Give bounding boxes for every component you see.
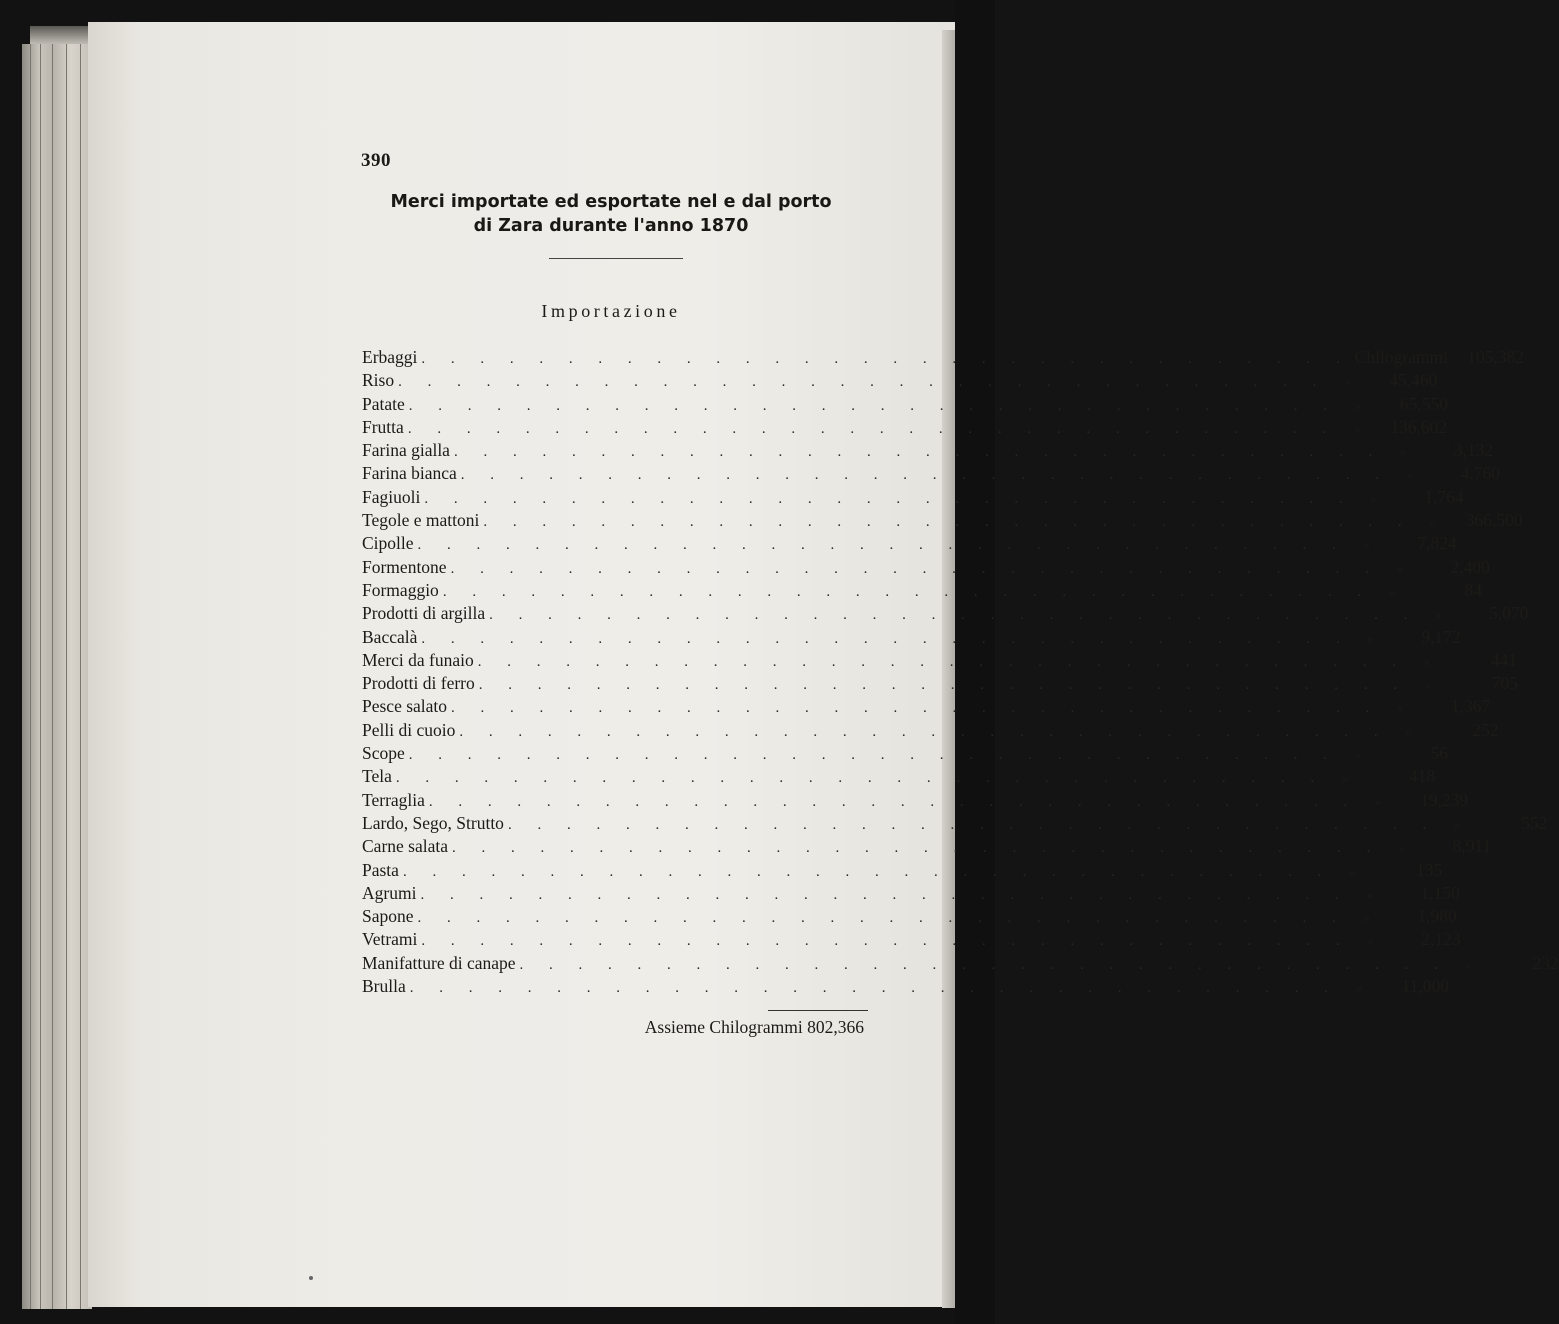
row-label: Pelli di cuoio [362, 719, 456, 740]
row-value: 135 [1415, 859, 1443, 880]
dot-leader: . . . . . . . . . . . . . . . . . . . . . . . . . . . . . . . . [421, 351, 1351, 367]
row-value: 84 [1464, 579, 1483, 600]
title-divider [549, 258, 683, 259]
ditto-mark: » [1429, 514, 1436, 530]
page-number: 390 [361, 150, 391, 171]
table-row [362, 835, 1492, 858]
dot-leader: . . . . . . . . . . . . . . . . . . . . . . . . . . . . . . . . [417, 537, 1347, 554]
row-value: 11,000 [1401, 976, 1449, 997]
table-row [362, 556, 1490, 579]
ditto-mark: » [1354, 747, 1362, 763]
row-label: Tegole e mattoni [362, 510, 480, 531]
row-label: Manifatture di canape [362, 952, 516, 973]
row-value: 1,367 [1450, 696, 1491, 717]
row-label: Sapone [362, 906, 414, 927]
row-label: Farina gialla [362, 440, 450, 461]
ditto-mark: » [1397, 700, 1404, 716]
ditto-mark: » [1344, 374, 1351, 390]
ditto-mark: » [1405, 723, 1412, 739]
row-value: 441 [1490, 649, 1518, 670]
ditto-mark: » [1354, 397, 1362, 413]
row-value: 552 [1520, 812, 1548, 833]
ditto-mark: » [1388, 583, 1396, 599]
table-row [362, 952, 1559, 975]
ditto-mark: » [1399, 444, 1407, 460]
ditto-mark: » [1367, 630, 1374, 646]
table-row [362, 719, 1499, 742]
row-value: 65,550 [1399, 393, 1449, 414]
ditto-mark: » [1435, 607, 1442, 623]
table-row [362, 975, 1449, 998]
dot-leader: . . . . . . . . . . . . . . . . . . . . . . . . . . . . . . . . [417, 910, 1347, 927]
dot-leader: . . . . . . . . . . . . . . . . . . . . . . . . . . . . . . . . [519, 956, 1449, 973]
table-row [362, 462, 1500, 485]
section-heading: Importazione [541, 301, 681, 321]
dot-leader: . . . . . . . . . . . . . . . . . . . . . . . . . . . . . . . . [421, 630, 1351, 647]
table-row [362, 882, 1460, 905]
row-label: Farina bianca [362, 463, 457, 484]
row-label: Scope [362, 743, 405, 764]
row-value: 418 [1408, 766, 1436, 787]
ditto-mark: » [1355, 980, 1363, 996]
table-row [362, 416, 1448, 439]
import-table [362, 346, 1559, 998]
dot-leader: . . . . . . . . . . . . . . . . . . . . . . . . . . . . . . . . [398, 374, 1328, 391]
dot-leader: . . . . . . . . . . . . . . . . . . . . . . . . . . . . . . . . [395, 770, 1326, 787]
table-row [362, 602, 1529, 625]
row-value: 3,132 [1453, 440, 1494, 461]
row-label: Formentone [362, 556, 447, 577]
dot-leader: . . . . . . . . . . . . . . . . . . . . . . . . . . . . . . . . [489, 607, 1419, 624]
table-row [362, 672, 1519, 695]
table-row [362, 928, 1461, 951]
dot-leader: . . . . . . . . . . . . . . . . . . . . . . . . . . . . . . . . [408, 747, 1339, 764]
dot-leader: . . . . . . . . . . . . . . . . . . . . . . . . . . . . . . . . [442, 583, 1373, 600]
ditto-mark: » [1406, 467, 1414, 483]
table-row [362, 742, 1449, 765]
ditto-mark: » [1348, 863, 1356, 879]
row-value: 2,400 [1450, 556, 1490, 577]
unit-label: Chilogrammi [1354, 347, 1448, 367]
row-label: Tela [362, 766, 392, 787]
dot-leader: . . . . . . . . . . . . . . . . . . . . . . . . . . . . . . . . [424, 490, 1354, 507]
row-value: 2,123 [1421, 929, 1461, 950]
table-row [362, 346, 1524, 369]
ditto-mark: » [1363, 537, 1371, 553]
ditto-mark: » [1341, 770, 1349, 786]
ditto-mark: » [1453, 816, 1461, 832]
title-line-1: Merci importate ed esportate nel e dal porto [390, 192, 832, 212]
row-label: Pasta [362, 859, 399, 880]
row-label: Baccalà [362, 626, 418, 647]
dot-leader: . . . . . . . . . . . . . . . . . . . . . . . . . . . . . . . . [452, 840, 1382, 857]
total-row [520, 1017, 864, 1038]
ditto-mark: » [1423, 653, 1431, 669]
dot-leader: . . . . . . . . . . . . . . . . . . . . . . . . . . . . . . . . [407, 420, 1338, 437]
dot-leader: . . . . . . . . . . . . . . . . . . . . . . . . . . . . . . . . [420, 886, 1350, 903]
dot-leader: . . . . . . . . . . . . . . . . . . . . . . . . . . . . . . . . [421, 933, 1351, 950]
page-title [355, 190, 867, 238]
dot-leader: . . . . . . . . . . . . . . . . . . . . . . . . . . . . . . . . [428, 793, 1359, 810]
row-label: Formaggio [362, 579, 439, 600]
row-label: Prodotti di argilla [362, 603, 486, 624]
table-row [362, 765, 1436, 788]
row-label: Fagiuoli [362, 486, 421, 507]
dot-leader: . . . . . . . . . . . . . . . . . . . . . . . . . . . . . . . . [408, 397, 1339, 414]
row-label: Brulla [362, 976, 406, 997]
row-value: 5,070 [1489, 603, 1529, 624]
ditto-mark: » [1465, 956, 1473, 972]
total-label: Assieme Chilogrammi [644, 1017, 803, 1037]
dot-leader: . . . . . . . . . . . . . . . . . . . . . . . . . . . . . . . . [460, 467, 1390, 484]
row-value: 1,764 [1424, 486, 1464, 507]
row-label: Riso [362, 370, 395, 391]
table-row [362, 393, 1449, 416]
dot-leader: . . . . . . . . . . . . . . . . . . . . . . . . . . . . . . . . [459, 723, 1389, 740]
row-label: Frutta [362, 416, 404, 437]
table-row [362, 369, 1438, 392]
dot-leader: . . . . . . . . . . . . . . . . . . . . . . . . . . . . . . . . [483, 514, 1413, 531]
table-row [362, 439, 1494, 462]
total-value: 802,366 [807, 1017, 864, 1037]
dot-leader: . . . . . . . . . . . . . . . . . . . . . . . . . . . . . . . . [477, 653, 1408, 670]
row-value: 4,760 [1460, 463, 1500, 484]
row-value: 19,239 [1420, 789, 1469, 810]
row-label: Carne salata [362, 836, 448, 857]
row-value: 136,602 [1390, 416, 1448, 437]
row-label: Patate [362, 393, 405, 414]
dot-leader: . . . . . . . . . . . . . . . . . . . . . . . . . . . . . . . . [402, 863, 1333, 880]
row-value: 252 [1472, 719, 1499, 740]
dot-leader: . . . . . . . . . . . . . . . . . . . . . . . . . . . . . . . . [478, 677, 1409, 694]
row-value: 105,382 [1467, 347, 1524, 367]
table-row [362, 626, 1461, 649]
ditto-mark: » [1374, 793, 1382, 809]
ditto-mark: » [1396, 560, 1404, 576]
row-label: Merci da funaio [362, 649, 474, 670]
row-value: 9,172 [1421, 626, 1461, 647]
row-label: Vetrami [362, 929, 418, 950]
ditto-mark: » [1366, 886, 1373, 902]
title-line-2: di Zara durante l'anno 1870 [473, 216, 749, 236]
page-speck [309, 1276, 313, 1280]
row-value: 705 [1491, 673, 1519, 694]
row-label: Lardo, Sego, Strutto [362, 812, 504, 833]
table-row [362, 532, 1457, 555]
row-label: Terraglia [362, 789, 425, 810]
ditto-mark: » [1363, 910, 1371, 926]
ditto-mark: » [1367, 933, 1374, 949]
ditto-mark: » [1370, 490, 1377, 506]
row-value: 8,911 [1452, 836, 1492, 857]
row-value: 7,824 [1417, 533, 1457, 554]
row-value: 232 [1532, 952, 1559, 973]
sum-divider [768, 1010, 868, 1011]
row-label: Prodotti di ferro [362, 673, 475, 694]
dot-leader: . . . . . . . . . . . . . . . . . . . . . . . . . . . . . . . . [450, 560, 1380, 577]
table-row [362, 649, 1518, 672]
table-row [362, 905, 1457, 928]
ditto-mark: » [1424, 677, 1432, 693]
row-label: Cipolle [362, 533, 414, 554]
row-value: 1,980 [1417, 906, 1457, 927]
ditto-mark: » [1398, 840, 1405, 856]
table-row [362, 812, 1548, 835]
table-row [362, 695, 1491, 718]
table-row [362, 509, 1523, 532]
row-value: 45,460 [1389, 370, 1438, 391]
table-row [362, 789, 1469, 812]
row-label: Pesce salato [362, 696, 448, 717]
table-row [362, 486, 1464, 509]
table-row [362, 859, 1443, 882]
dot-leader: . . . . . . . . . . . . . . . . . . . . . . . . . . . . . . . . [453, 444, 1384, 461]
table-row [362, 579, 1483, 602]
row-value: 366,500 [1465, 510, 1523, 531]
ditto-mark: » [1353, 420, 1361, 436]
dot-leader: . . . . . . . . . . . . . . . . . . . . . . . . . . . . . . . . [451, 700, 1381, 717]
row-value: 1,150 [1420, 882, 1460, 903]
dot-leader: . . . . . . . . . . . . . . . . . . . . . . . . . . . . . . . . [507, 816, 1438, 833]
row-value: 56 [1430, 743, 1449, 764]
row-label: Agrumi [362, 882, 417, 903]
row-label: Erbaggi [362, 347, 418, 367]
dot-leader: . . . . . . . . . . . . . . . . . . . . . . . . . . . . . . . . [409, 980, 1339, 997]
